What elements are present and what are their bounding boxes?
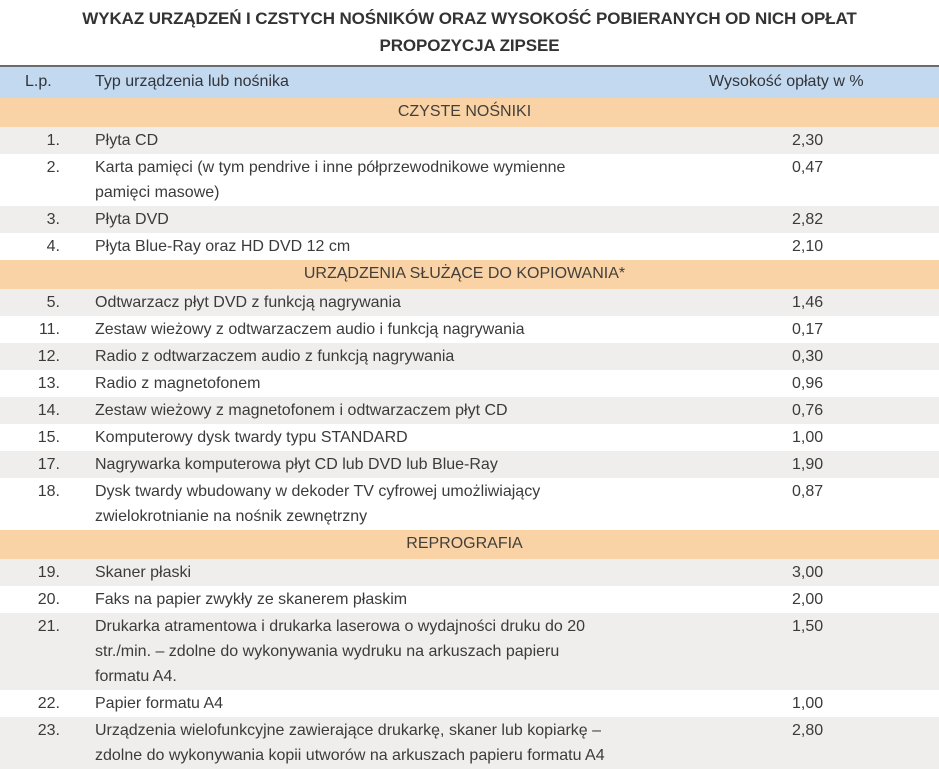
page-subtitle: PROPOZYCJA ZIPSEE bbox=[379, 36, 560, 55]
row-number: 17. bbox=[37, 456, 60, 473]
row-number: 15. bbox=[37, 429, 60, 446]
row-description-line: Płyta Blue-Ray oraz HD DVD 12 cm bbox=[95, 238, 351, 255]
row-description-line: Papier formatu A4 bbox=[95, 695, 224, 712]
table-row bbox=[0, 424, 939, 451]
row-description bbox=[72, 586, 789, 613]
row-description-line: Dysk twardy wbudowany w dekoder TV cyfrowej umożliwiający bbox=[95, 483, 541, 500]
row-description-line: Radio z odtwarzaczem audio z funkcją nagrywania bbox=[95, 348, 455, 365]
row-number: 21. bbox=[37, 618, 60, 635]
table-row bbox=[0, 343, 939, 370]
row-description bbox=[72, 613, 789, 690]
row-number: 5. bbox=[46, 294, 60, 311]
row-description-line: Radio z magnetofonem bbox=[95, 375, 261, 392]
section-label: REPROGRAFIA bbox=[406, 535, 523, 552]
table-row bbox=[0, 717, 939, 769]
row-fee-value: 1,46 bbox=[792, 294, 824, 311]
row-fee-value: 0,30 bbox=[792, 348, 824, 365]
section-label: CZYSTE NOŚNIKI bbox=[397, 103, 532, 120]
row-description bbox=[72, 424, 789, 451]
row-number: 23. bbox=[37, 722, 60, 739]
row-number: 19. bbox=[37, 564, 60, 581]
row-description bbox=[72, 206, 789, 233]
row-description bbox=[72, 690, 789, 717]
row-description-line: zdolne do wykonywania kopii utworów na arkuszach papieru formatu A4 bbox=[95, 747, 605, 764]
row-number: 13. bbox=[37, 375, 60, 392]
table-row bbox=[0, 127, 939, 154]
row-description-line: Zestaw wieżowy z odtwarzaczem audio i funkcją nagrywania bbox=[95, 321, 525, 338]
table-section-header-row bbox=[0, 98, 939, 127]
row-description bbox=[72, 478, 789, 530]
row-fee-value: 0,17 bbox=[792, 321, 824, 338]
section-label: URZĄDZENIA SŁUŻĄCE DO KOPIOWANIA* bbox=[303, 265, 626, 282]
row-fee-value: 0,76 bbox=[792, 402, 824, 419]
table-header-row bbox=[0, 67, 939, 98]
row-description bbox=[72, 233, 789, 260]
row-fee-value: 2,30 bbox=[792, 132, 824, 149]
row-number: 20. bbox=[37, 591, 60, 608]
row-fee-value: 0,87 bbox=[792, 483, 824, 500]
row-description bbox=[72, 559, 789, 586]
row-number: 11. bbox=[38, 321, 60, 338]
document-title-block bbox=[0, 0, 939, 58]
row-fee-value: 0,47 bbox=[792, 159, 824, 176]
table-row bbox=[0, 559, 939, 586]
row-description bbox=[72, 451, 789, 478]
column-header-value: Wysokość opłaty w % bbox=[709, 73, 864, 90]
row-description bbox=[72, 343, 789, 370]
row-description-line: Odtwarzacz płyt DVD z funkcją nagrywania bbox=[95, 294, 401, 311]
table-row bbox=[0, 233, 939, 260]
row-fee-value: 2,80 bbox=[792, 722, 824, 739]
table-row bbox=[0, 206, 939, 233]
row-description bbox=[72, 127, 789, 154]
row-description-line: Skaner płaski bbox=[95, 564, 192, 581]
table-row bbox=[0, 586, 939, 613]
table-row bbox=[0, 478, 939, 530]
row-fee-value: 1,00 bbox=[792, 695, 824, 712]
row-description-line: Komputerowy dysk twardy typu STANDARD bbox=[95, 429, 408, 446]
table-section-header-row bbox=[0, 530, 939, 559]
row-description-line: zwielokrotnianie na nośnik zewnętrzny bbox=[95, 508, 368, 525]
row-description-line: Karta pamięci (w tym pendrive i inne półprzewodnikowe wymienne bbox=[95, 159, 566, 176]
row-description-line: Urządzenia wielofunkcyjne zawierające drukarkę, skaner lub kopiarkę – bbox=[95, 722, 602, 739]
row-description-line: Zestaw wieżowy z magnetofonem i odtwarzaczem płyt CD bbox=[95, 402, 508, 419]
row-description-line: Płyta CD bbox=[95, 132, 159, 149]
row-fee-value: 1,90 bbox=[792, 456, 824, 473]
row-description-line: Faks na papier zwykły ze skanerem płaskim bbox=[95, 591, 408, 608]
row-description bbox=[72, 397, 789, 424]
row-number: 18. bbox=[37, 483, 60, 500]
row-fee-value: 0,96 bbox=[792, 375, 824, 392]
table-row bbox=[0, 154, 939, 206]
column-header-description: Typ urządzenia lub nośnika bbox=[95, 73, 289, 90]
row-description bbox=[72, 370, 789, 397]
row-description bbox=[72, 717, 789, 769]
table-row bbox=[0, 289, 939, 316]
page-title: WYKAZ URZĄDZEŃ I CZSTYCH NOŚNIKÓW ORAZ WYSOKOŚĆ POBIERANYCH OD NICH OPŁAT bbox=[82, 9, 857, 28]
row-fee-value: 2,00 bbox=[792, 591, 824, 608]
row-number: 3. bbox=[46, 211, 60, 228]
table-section-header-row bbox=[0, 260, 939, 289]
column-header-number: L.p. bbox=[25, 73, 52, 90]
row-description-line: Płyta DVD bbox=[95, 211, 169, 228]
row-description-line: formatu A4. bbox=[95, 668, 177, 685]
row-fee-value: 1,00 bbox=[792, 429, 824, 446]
row-description bbox=[72, 316, 789, 343]
row-number: 14. bbox=[37, 402, 60, 419]
row-fee-value: 2,10 bbox=[792, 238, 824, 255]
row-number: 2. bbox=[46, 159, 60, 176]
table-row bbox=[0, 370, 939, 397]
fee-table bbox=[0, 65, 939, 769]
table-row bbox=[0, 451, 939, 478]
row-number: 1. bbox=[46, 132, 60, 149]
row-description bbox=[72, 289, 789, 316]
table-row bbox=[0, 397, 939, 424]
row-number: 4. bbox=[46, 238, 60, 255]
row-description bbox=[72, 154, 789, 206]
row-fee-value: 2,82 bbox=[792, 211, 824, 228]
row-number: 12. bbox=[37, 348, 60, 365]
table-row bbox=[0, 613, 939, 690]
table-row bbox=[0, 316, 939, 343]
row-number: 22. bbox=[37, 695, 60, 712]
row-fee-value: 1,50 bbox=[792, 618, 824, 635]
row-description-line: Nagrywarka komputerowa płyt CD lub DVD lub Blue-Ray bbox=[95, 456, 498, 473]
table-row bbox=[0, 690, 939, 717]
row-fee-value: 3,00 bbox=[792, 564, 824, 581]
row-description-line: str./min. – zdolne do wykonywania wydruku na arkuszach papieru bbox=[95, 643, 560, 660]
row-description-line: Drukarka atramentowa i drukarka laserowa o wydajności druku do 20 bbox=[95, 618, 586, 635]
row-description-line: pamięci masowe) bbox=[95, 184, 220, 201]
